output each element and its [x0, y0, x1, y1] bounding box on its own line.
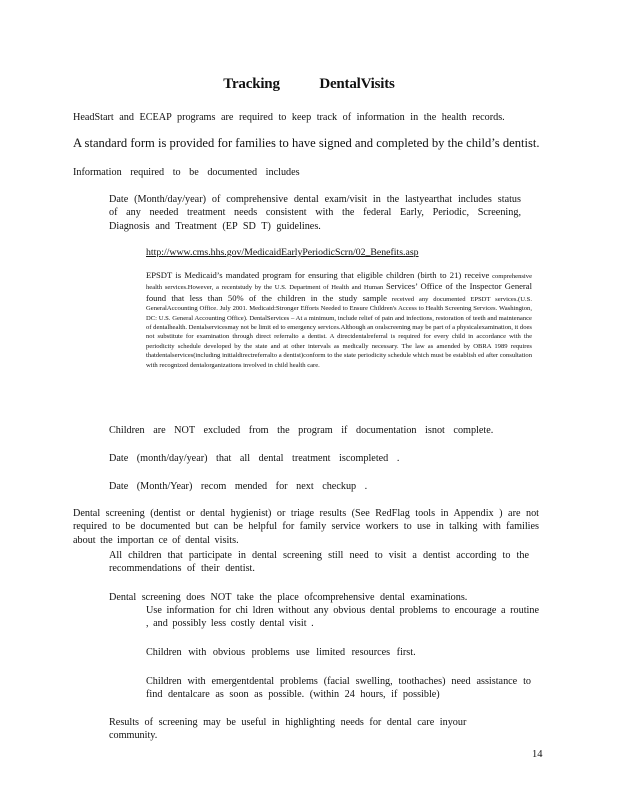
screening-paragraph: Dental screening (dentist or dental hygienist) or triage results (See RedFlag tools in Appendix ) are not required to be documented but can be helpful for family service workers to use in talking with families about the importan ce of dental visits. — [73, 508, 539, 546]
page-number: 14 — [532, 749, 543, 760]
page-title — [0, 76, 618, 93]
screening-not-replacement: Dental screening does NOT take the place ofcomprehensive dental examinations. — [109, 592, 468, 603]
item-date-of-exam: Date (Month/day/year) of comprehensive dental exam/visit in the lastyearthat includes status of any needed treatment needs consistent with the federal Early, Periodic, Screening, Diagnosis and Treatment (EP SD T) guidelines. — [109, 194, 521, 232]
intro-standard-form: A standard form is provided for families to have signed and completed by the child’s dentist. — [73, 136, 540, 150]
intro-requirement: HeadStart and ECEAP programs are required to keep track of information in the health records. — [73, 112, 505, 123]
epsdt-lead: EPSDT is Medicaid’s mandated program for ensuring that eligible children (birth to 21) receive — [146, 270, 490, 280]
epsdt-lead-2: Services’ Office of the Inspector General found that less than 50% of the children in the study sample — [146, 281, 533, 303]
item-treatment-completed-date: Date (month/day/year) that all dental treatment iscompleted . — [109, 453, 400, 464]
epsdt-part-2: received any documented EPSDT services.(U.S. GeneralAccounting Office. July 2001. Medicaid:Stronger Efforts Needed to Ensure Children's Access to Health Screening Services. Washington, DC: U.S. General Accounting Office). DentalServices – At a minimum, include relief of pain and infections, restoration of teeth and maintenance of dentalhealth. Dentalservicesmay not be limit ed to emergency services.Although an oralscreening may be part of a physicalexamination, it does not substitute for examination through direct referralto a dentist. A directdentalreferral is required for every child in accordance with the periodicity schedule developed by the state and at other intervals as medically necessary. The law as amended by OBRA 1989 requires thatdentalservices(including initialdirectreferralto a dentist)conform to the state periodicity schedule which must be establish ed after consultation with recognized dentalorganizations involved in child health care. — [146, 295, 532, 369]
all-children-note: All children that participate in dental screening still need to visit a dentist according to the recommendations of their dentist. — [109, 550, 529, 575]
epsdt-benefits-link[interactable]: http://www.cms.hhs.gov/MedicaidEarlyPeriodicScrn/02_Benefits.asp — [146, 247, 419, 258]
epsdt-part-1: comprehensive health services.However, a recentstudy by the U.S. Department of Health and Human — [146, 273, 532, 292]
item-next-checkup-date: Date (Month/Year) recom mended for next checkup . — [109, 481, 368, 492]
emergent-problems-note: Children with emergentdental problems (facial swelling, toothaches) need assistance to find dentalcare as soon as possible. (within 24 hours, if possible) — [146, 676, 531, 701]
title-word-dental-visits: DentalVisits — [319, 76, 395, 92]
epsdt-note — [146, 270, 532, 370]
obvious-problems-note: Children with obvious problems use limited resources first. — [146, 647, 416, 658]
title-word-tracking: Tracking — [223, 76, 280, 92]
item-not-excluded: Children are NOT excluded from the program if documentation isnot complete. — [109, 425, 494, 436]
info-heading: Information required to be documented includes — [73, 167, 300, 178]
use-information-note: Use information for chi ldren without any obvious dental problems to encourage a routine , and possibly less costly dental visit . — [146, 605, 539, 630]
screening-results-note: Results of screening may be useful in highlighting needs for dental care inyour community. — [109, 717, 467, 742]
